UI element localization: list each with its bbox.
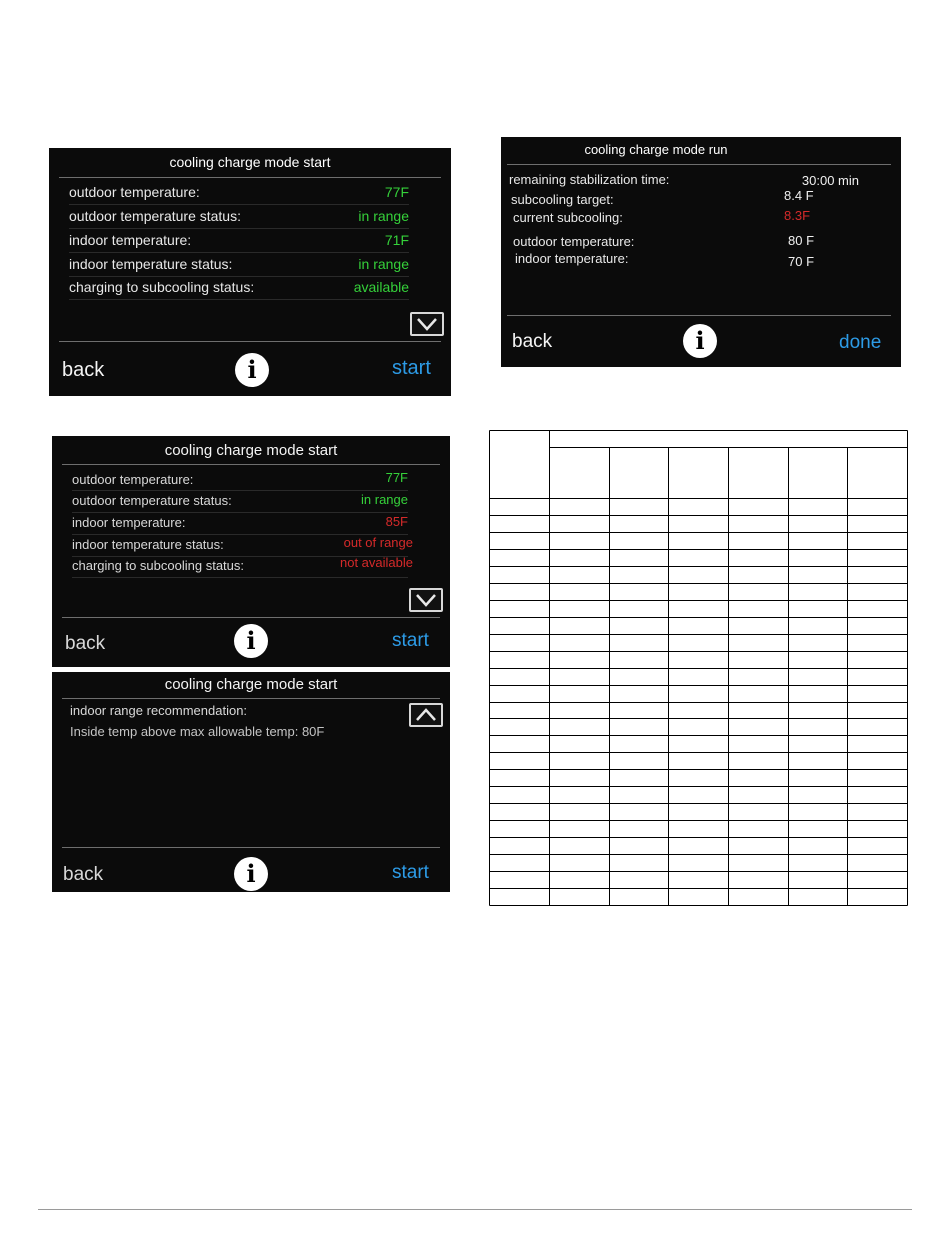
row-value: in range (358, 256, 409, 272)
chevron-down-icon (414, 592, 438, 608)
row-value: 8.3F (784, 208, 811, 223)
row-label: indoor temperature: (69, 232, 192, 248)
screen-title: cooling charge mode start (164, 442, 338, 459)
row-label: indoor temperature: (515, 251, 629, 266)
row-value: 8.4 F (784, 188, 814, 203)
scroll-up-button[interactable] (409, 703, 443, 727)
start-button[interactable]: start (392, 630, 429, 651)
empty-grid-table (489, 430, 909, 908)
screen-indoor-range-recommendation (52, 672, 450, 892)
row-value: in range (361, 492, 408, 507)
row-value: 70 F (788, 254, 815, 269)
row-value: 77F (385, 470, 408, 485)
row-value: in range (358, 208, 409, 224)
row-label: current subcooling: (513, 210, 623, 225)
row-label: indoor temperature status: (69, 256, 233, 272)
row-label: outdoor temperature: (72, 472, 194, 487)
info-button[interactable] (235, 353, 269, 387)
row-label: outdoor temperature: (513, 234, 635, 249)
screen-title: cooling charge mode start (164, 676, 338, 693)
row-label: subcooling target: (511, 192, 614, 207)
row-label: charging to subcooling status: (72, 558, 244, 573)
row-value: 30:00 min (801, 173, 859, 188)
scroll-down-button[interactable] (409, 588, 443, 612)
row-label: charging to subcooling status: (69, 279, 255, 295)
row-label: remaining stabilization time: (509, 172, 670, 187)
row-label: indoor temperature status: (72, 537, 224, 552)
info-icon: i (246, 626, 256, 655)
start-button[interactable]: start (392, 862, 429, 883)
done-button[interactable]: done (839, 332, 882, 353)
row-value: 71F (384, 232, 409, 248)
row-value: 85F (385, 514, 408, 529)
row-value: 77F (384, 184, 409, 200)
footer-rule (38, 1209, 912, 1210)
screen-title: cooling charge mode start (169, 154, 331, 170)
back-button[interactable]: back (63, 864, 104, 885)
row-value: 80 F (788, 233, 815, 248)
scroll-down-button[interactable] (410, 312, 444, 336)
row-label: indoor temperature: (72, 515, 186, 530)
info-button[interactable] (683, 324, 717, 358)
row-value: not available (340, 555, 413, 570)
chevron-up-icon (414, 707, 438, 723)
recommendation-heading: indoor range recommendation: (70, 703, 248, 718)
back-button[interactable]: back (512, 331, 553, 352)
recommendation-message: Inside temp above max allowable temp: 80F (70, 724, 325, 739)
row-value: out of range (343, 535, 413, 550)
row-label: outdoor temperature: (69, 184, 200, 200)
screen-title: cooling charge mode run (584, 142, 728, 157)
screen-charge-mode-run (501, 137, 901, 367)
info-icon: i (246, 859, 256, 888)
row-value: available (353, 279, 409, 295)
row-label: outdoor temperature status: (72, 493, 232, 508)
screen-charge-mode-start-out-of-range (52, 436, 450, 667)
info-button[interactable] (234, 624, 268, 658)
row-label: outdoor temperature status: (69, 208, 241, 224)
info-button[interactable] (234, 857, 268, 891)
back-button[interactable]: back (65, 633, 106, 654)
back-button[interactable]: back (62, 359, 105, 381)
start-button[interactable]: start (392, 357, 431, 379)
screen-charge-mode-start-in-range (49, 148, 451, 396)
chevron-down-icon (415, 316, 439, 332)
info-icon: i (247, 355, 257, 384)
info-icon: i (695, 326, 705, 355)
